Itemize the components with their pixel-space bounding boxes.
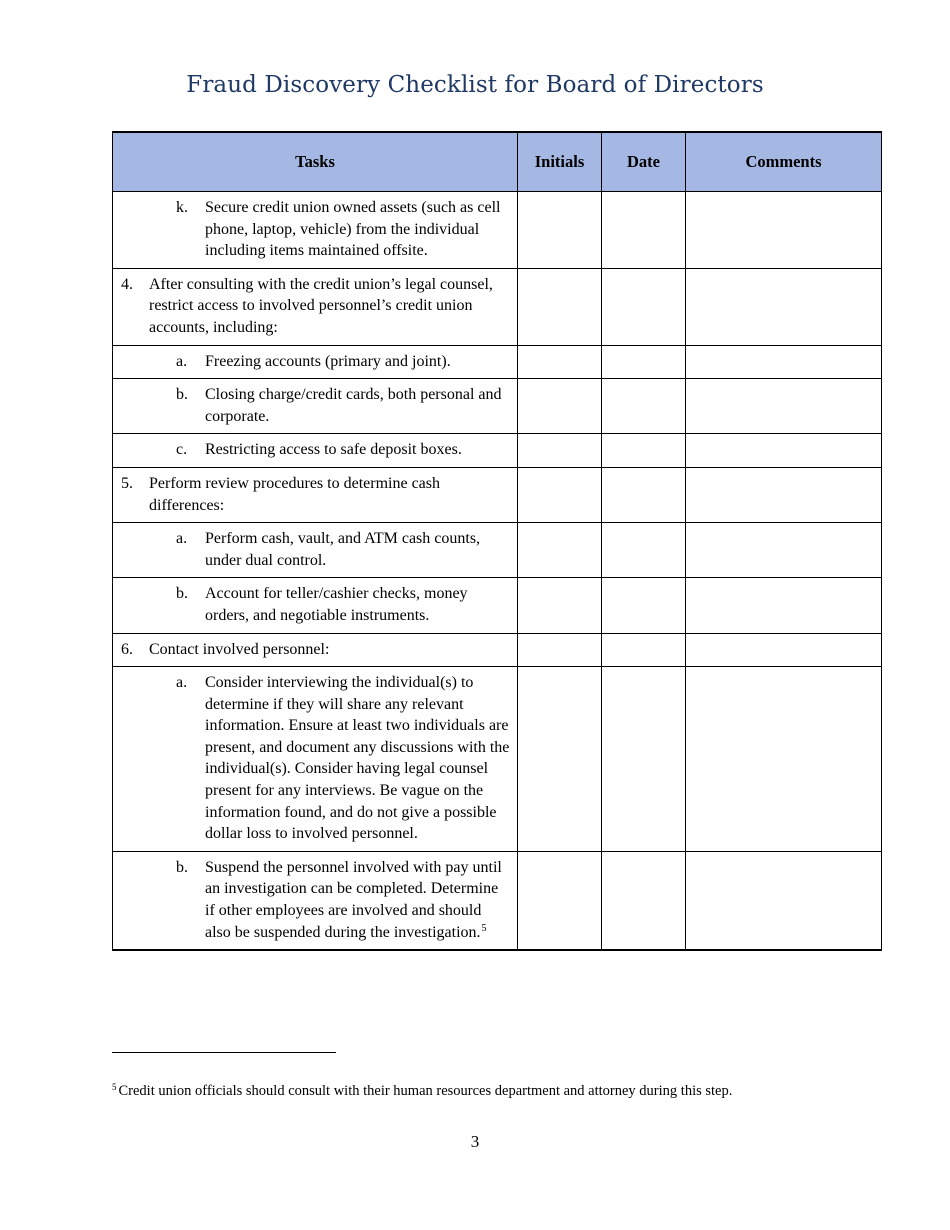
task-cell [113,268,518,345]
table-row [113,851,882,950]
initials-cell[interactable] [518,523,602,578]
header-initials: Initials [518,132,602,192]
date-cell[interactable] [602,633,686,667]
table-row [113,467,882,522]
task-cell [113,345,518,379]
task-text: Secure credit union owned assets (such as cell phone, laptop, vehicle) from the individual including items maintained offsite. [205,199,501,260]
date-cell[interactable] [602,851,686,950]
comments-cell[interactable] [686,434,882,468]
task-number: b. [176,858,188,876]
task-cell [113,633,518,667]
task-text [205,857,517,943]
date-cell[interactable] [602,345,686,379]
initials-cell[interactable] [518,667,602,852]
task-number: a. [176,674,188,692]
comments-cell[interactable] [686,523,882,578]
header-comments: Comments [686,132,882,192]
task-cell [113,851,518,950]
initials-cell[interactable] [518,578,602,633]
initials-cell[interactable] [518,851,602,950]
task-number: a. [176,530,188,548]
comments-cell[interactable] [686,192,882,269]
task-text: Freezing accounts (primary and joint). [205,352,451,370]
table-row [113,345,882,379]
table-row [113,379,882,434]
task-cell [113,523,518,578]
task-number: k. [176,199,188,216]
header-date: Date [602,132,686,192]
footnote-divider [112,1052,336,1053]
initials-cell[interactable] [518,467,602,522]
comments-cell[interactable] [686,379,882,434]
task-number: 6. [121,640,133,658]
date-cell[interactable] [602,268,686,345]
initials-cell[interactable] [518,345,602,379]
date-cell[interactable] [602,523,686,578]
comments-cell[interactable] [686,667,882,852]
comments-cell[interactable] [686,578,882,633]
date-cell[interactable] [602,667,686,852]
task-text: Perform cash, vault, and ATM cash counts, under dual control. [205,530,481,569]
initials-cell[interactable] [518,268,602,345]
date-cell[interactable] [602,379,686,434]
task-text: Account for teller/cashier checks, money orders, and negotiable instruments. [205,585,468,624]
table-header-row [113,132,882,192]
comments-cell[interactable] [686,345,882,379]
table-row [113,192,882,269]
comments-cell[interactable] [686,851,882,950]
initials-cell[interactable] [518,434,602,468]
task-text: After consulting with the credit union’s legal counsel, restrict access to involved personnel’s credit union accounts, including: [149,275,493,336]
task-number: 4. [121,275,133,293]
task-text-content: Suspend the personnel involved with pay until an investigation can be completed. Determine if other employees are involved and should also be suspended during the investigation. [205,858,502,941]
date-cell[interactable] [602,578,686,633]
task-number: 5. [121,474,133,492]
task-cell [113,467,518,522]
task-text: Contact involved personnel: [149,640,330,658]
task-text: Closing charge/credit cards, both personal and corporate. [205,386,502,425]
date-cell[interactable] [602,192,686,269]
task-cell [113,434,518,468]
table-row [113,434,882,468]
table-row [113,633,882,667]
task-number: b. [176,585,188,603]
footnote-marker: 5 [112,1082,117,1092]
footnote-reference[interactable]: 5 [481,922,487,934]
task-cell [113,667,518,852]
task-cell [113,192,518,269]
initials-cell[interactable] [518,379,602,434]
checklist-table [112,131,882,951]
task-text: Perform review procedures to determine cash differences: [149,474,440,514]
date-cell[interactable] [602,434,686,468]
table-row [113,523,882,578]
comments-cell[interactable] [686,633,882,667]
comments-cell[interactable] [686,268,882,345]
task-number: c. [176,441,188,459]
table-row [113,578,882,633]
task-text: Restricting access to safe deposit boxes. [205,441,462,459]
comments-cell[interactable] [686,467,882,522]
task-cell [113,379,518,434]
page-number: 3 [470,1132,480,1151]
footnote-text: Credit union officials should consult with their human resources department and attorney during this step. [118,1083,733,1099]
task-cell [113,578,518,633]
task-number: a. [176,352,188,370]
table-row [113,667,882,852]
initials-cell[interactable] [518,192,602,269]
task-text: Consider interviewing the individual(s) to determine if they will share any relevant information. Ensure at least two individuals are present, and document any discussions with the individual(s). Consider having legal counsel present for any interviews. Be vague on the information found, and do not give a possible dollar loss to involved personnel. [205,674,510,843]
initials-cell[interactable] [518,633,602,667]
table-row [113,268,882,345]
page-title: Fraud Discovery Checklist for Board of Directors [186,72,764,98]
task-number: b. [176,386,188,404]
footnote [112,1083,892,1100]
date-cell[interactable] [602,467,686,522]
header-tasks: Tasks [113,132,518,192]
